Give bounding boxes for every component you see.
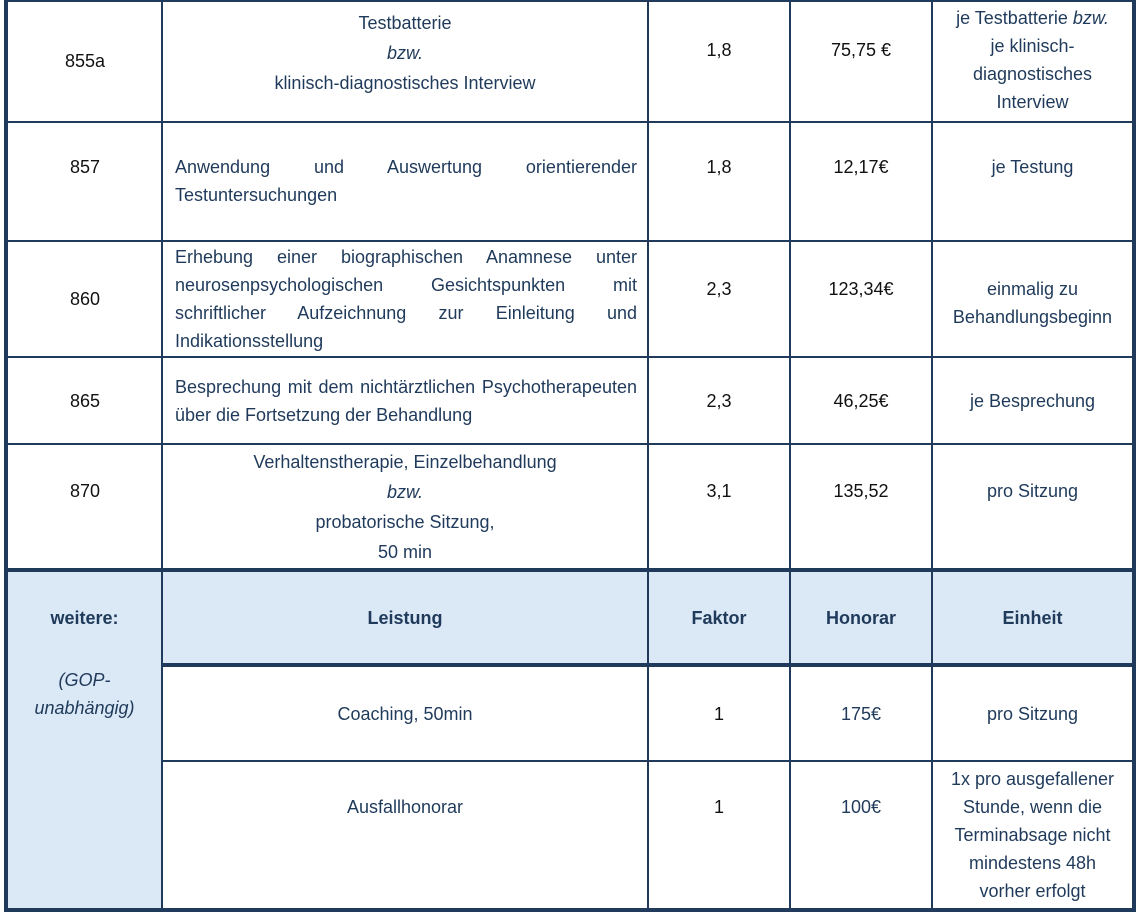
row-860-faktor: 2,3 [706, 279, 732, 299]
ausfall-faktor: 1 [713, 797, 724, 817]
row-870-honorar: 135,52 [833, 481, 889, 501]
einheit-line: diagnostisches [972, 64, 1093, 84]
einheit-line: vorher erfolgt [979, 881, 1086, 901]
header-leistung: Leistung [367, 608, 443, 628]
einheit-line [956, 4, 1109, 32]
row-857-code: 857 [69, 157, 101, 177]
row-855a-faktor: 1,8 [706, 40, 732, 60]
einheit-line: je klinisch- [990, 36, 1075, 56]
leistung-line: bzw. [386, 43, 424, 63]
leistung-text: Erhebung einer biographischen Anamnese unter neurosenpsychologischen Gesichtspunkten mit schriftlicher Aufzeichnung zur Einleitung und Indikationsstellung [175, 247, 637, 351]
leistung-line: klinisch-diagnostisches Interview [274, 73, 536, 93]
header-honorar: Honorar [825, 608, 896, 628]
ausfall-honorar: 100€ [840, 797, 882, 817]
leistung-line: Testbatterie [358, 13, 452, 33]
row-865-einheit: je Besprechung [969, 390, 1096, 411]
ausfall-einheit [933, 762, 1132, 908]
row-865-honorar: 46,25€ [833, 390, 889, 411]
einheit-line: einmalig zu [986, 279, 1079, 299]
row-857-honorar: 12,17€ [833, 157, 889, 177]
row-860-leistung [163, 242, 647, 356]
header-einheit: Einheit [1002, 608, 1063, 628]
row-865-leistung [163, 358, 647, 443]
row-855a-code: 855a [64, 50, 106, 71]
row-870-code: 870 [69, 481, 101, 501]
coaching-leistung: Coaching, 50min [337, 703, 473, 724]
row-865-faktor: 2,3 [706, 390, 732, 411]
leistung-line: probatorische Sitzung, [315, 511, 495, 532]
row-855a-honorar: 75,75 € [830, 40, 892, 60]
leistung-line: bzw. [386, 481, 424, 502]
ausfall-leistung: Ausfallhonorar [346, 797, 464, 817]
sublabel-line: (GOP- [58, 670, 111, 690]
leistung-line: Verhaltenstherapie, Einzelbehandlung [253, 451, 557, 472]
row-860-einheit [933, 242, 1132, 364]
coaching-einheit: pro Sitzung [986, 703, 1079, 724]
row-860-honorar: 123,34€ [828, 279, 894, 299]
row-855a-leistung [163, 4, 647, 121]
row-857-einheit: je Testung [991, 157, 1074, 177]
weitere-sublabel [8, 664, 161, 724]
einheit-line: 1x pro ausgefallener [950, 769, 1115, 789]
weitere-label: weitere: [50, 608, 119, 628]
row-870-einheit: pro Sitzung [986, 481, 1079, 501]
coaching-faktor: 1 [713, 703, 724, 724]
einheit-line: Stunde, wenn die [962, 797, 1103, 817]
einheit-line: Behandlungsbeginn [952, 307, 1113, 327]
einheit-text: je Testbatterie bzw. [956, 8, 1109, 28]
row-870-leistung [163, 445, 647, 568]
row-860-code: 860 [69, 289, 101, 309]
header-faktor: Faktor [691, 608, 747, 628]
coaching-honorar: 175€ [840, 703, 882, 724]
leistung-text: Besprechung mit dem nichtärztlichen Psychotherapeuten über die Fortsetzung der Behandlung [175, 376, 637, 425]
leistung-text: Anwendung und Auswertung orientierender Testuntersuchungen [175, 157, 637, 205]
row-857-faktor: 1,8 [706, 157, 732, 177]
einheit-line: mindestens 48h [968, 853, 1097, 873]
row-857-leistung [163, 123, 647, 240]
row-855a-einheit [933, 4, 1132, 121]
sublabel-line: unabhängig) [34, 698, 135, 718]
einheit-line: Interview [996, 92, 1069, 112]
einheit-line: Terminabsage nicht [954, 825, 1111, 845]
leistung-line: 50 min [377, 541, 433, 562]
row-870-faktor: 3,1 [706, 481, 732, 501]
row-865-code: 865 [69, 390, 101, 411]
